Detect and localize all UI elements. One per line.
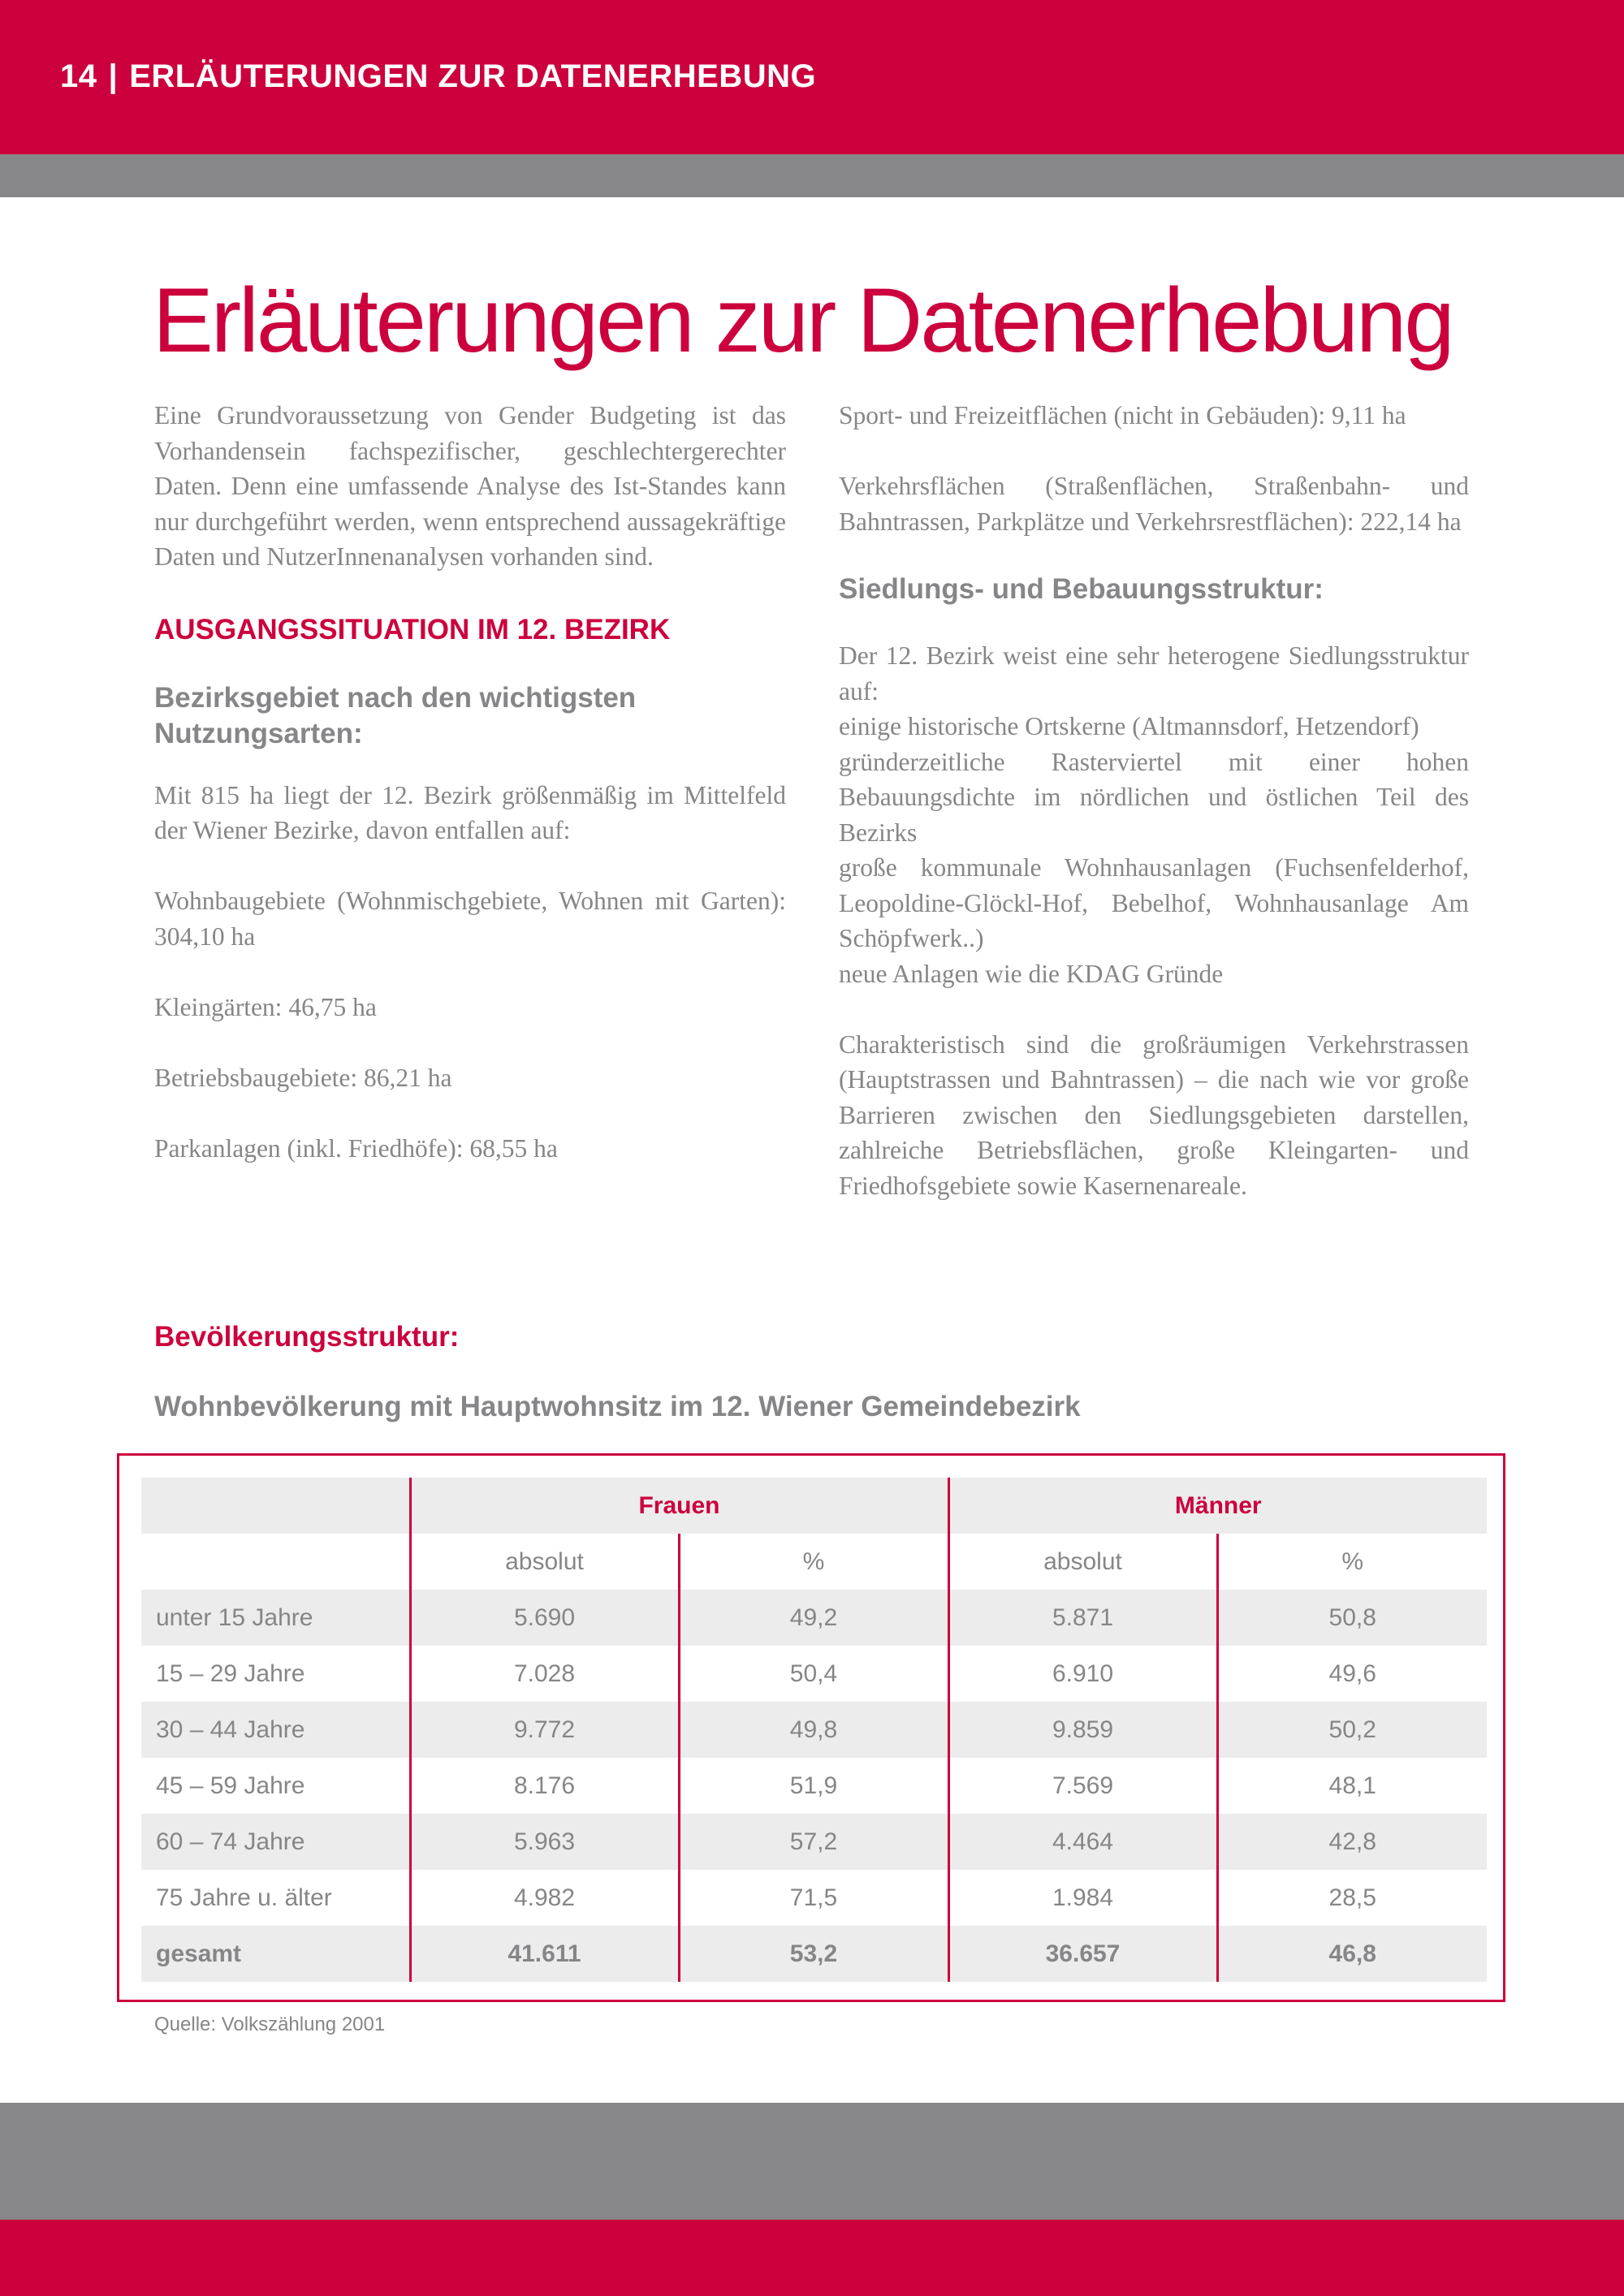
subheader-frauen-absolut: absolut	[410, 1534, 679, 1590]
row-label-total: gesamt	[141, 1926, 410, 1982]
intro-paragraph: Eine Grundvoraussetzung von Gender Budgeting ist das Vorhandensein fachspezifischer, geschlechtergerechter Daten. Denn eine umfassende Analyse des Ist-Standes kann nur durchgeführt werden, wenn entsprechend aussagekräftige Daten und NutzerInnenanalysen vorhanden sind.	[154, 401, 786, 571]
cell-maenner-percent: 49,6	[1217, 1646, 1487, 1702]
settlement-item: neue Anlagen wie die KDAG Gründe	[839, 959, 1224, 988]
subheader-maenner-percent: %	[1217, 1534, 1487, 1590]
cell-maenner-percent: 42,8	[1217, 1814, 1487, 1870]
table-total-row	[141, 1926, 1487, 1982]
table-source: Quelle: Volkszählung 2001	[154, 2013, 386, 2035]
settlement-item: große kommunale Wohnhausanlagen (Fuchsenfelderhof, Leopoldine-Glöckl-Hof, Bebelhof, Wohnhausanlage Am Schöpfwerk..)	[839, 853, 1469, 952]
land-use-allotments: Kleingärten: 46,75 ha	[154, 992, 377, 1021]
row-label: 30 – 44 Jahre	[141, 1702, 410, 1758]
cell-maenner-absolut: 9.859	[948, 1702, 1217, 1758]
table-row	[141, 1590, 1487, 1646]
footer-grey-band	[0, 2103, 1624, 2220]
row-label: 75 Jahre u. älter	[156, 1884, 332, 1911]
settlement-item: einige historische Ortskerne (Altmannsdorf, Hetzendorf)	[839, 712, 1419, 740]
cell-maenner-percent-total: 46,8	[1217, 1926, 1487, 1982]
row-label: 45 – 59 Jahre	[156, 1772, 305, 1799]
land-use-traffic: Verkehrsflächen (Straßenflächen, Straßenbahn- und Bahntrassen, Parkplätze und Verkehrsrestflächen): 222,14 ha	[839, 472, 1469, 536]
left-column	[154, 398, 786, 1166]
table-row	[141, 1870, 1487, 1926]
row-label: 15 – 29 Jahre	[156, 1659, 305, 1687]
table-row	[141, 1814, 1487, 1870]
cell-maenner-absolut: 1.984	[948, 1870, 1217, 1926]
page-number: 14	[60, 58, 97, 94]
land-use-parks: Parkanlagen (inkl. Friedhöfe): 68,55 ha	[154, 1133, 558, 1163]
table-corner-cell	[141, 1478, 410, 1534]
cell-frauen-absolut: 5.690	[410, 1590, 679, 1646]
cell-maenner-absolut: 7.569	[948, 1758, 1217, 1814]
right-column	[839, 398, 1469, 1203]
settlement-item: gründerzeitliche Rasterviertel mit einer hohen Bebauungsdichte im nördlichen und östlichen Teil des Bezirks	[839, 747, 1469, 847]
area-intro-paragraph: Mit 815 ha liegt der 12. Bezirk größenmäßig im Mittelfeld der Wiener Bezirke, davon entfallen auf:	[154, 780, 786, 844]
row-label: 60 – 74 Jahre	[141, 1814, 410, 1870]
table-row	[141, 1758, 1487, 1814]
population-table-frame	[117, 1453, 1505, 2002]
cell-maenner-absolut: 5.871	[948, 1590, 1217, 1646]
table-row	[141, 1702, 1487, 1758]
subheading-land-use: Bezirksgebiet nach den wichtigsten Nutzungsarten:	[154, 681, 637, 749]
cell-frauen-absolut: 5.963	[410, 1814, 679, 1870]
cell-frauen-percent: 57,2	[679, 1814, 948, 1870]
cell-maenner-percent: 48,1	[1217, 1758, 1487, 1814]
cell-maenner-percent: 50,8	[1217, 1590, 1487, 1646]
subheading-settlement: Siedlungs- und Bebauungsstruktur:	[839, 573, 1324, 605]
population-heading: Bevölkerungsstruktur:	[154, 1321, 460, 1353]
group-header-frauen: Frauen	[410, 1478, 948, 1534]
land-use-sport: Sport- und Freizeitflächen (nicht in Gebäuden): 9,11 ha	[839, 401, 1406, 429]
running-header	[60, 58, 816, 95]
subheader-maenner-absolut: absolut	[948, 1534, 1217, 1590]
table-title: Wohnbevölkerung mit Hauptwohnsitz im 12. Wiener Gemeindebezirk	[154, 1391, 1081, 1422]
cell-frauen-percent: 50,4	[679, 1646, 948, 1702]
population-table	[141, 1478, 1487, 1982]
land-use-residential: Wohnbaugebiete (Wohnmischgebiete, Wohnen mit Garten): 304,10 ha	[154, 887, 786, 951]
header-grey-stripe	[0, 154, 1624, 197]
page-title: Erläuterungen zur Datenerhebung	[153, 270, 1453, 371]
cell-frauen-percent: 71,5	[679, 1870, 948, 1926]
cell-frauen-percent: 49,8	[679, 1702, 948, 1758]
cell-frauen-percent-total: 53,2	[679, 1926, 948, 1982]
cell-maenner-absolut: 6.910	[948, 1646, 1217, 1702]
row-label: unter 15 Jahre	[141, 1590, 410, 1646]
footer-red-band	[0, 2220, 1624, 2296]
section-heading: AUSGANGSSITUATION IM 12. BEZIRK	[154, 613, 671, 645]
cell-frauen-absolut: 9.772	[410, 1702, 679, 1758]
cell-maenner-absolut: 4.464	[948, 1814, 1217, 1870]
settlement-intro: Der 12. Bezirk weist eine sehr heterogene Siedlungsstruktur auf:	[839, 641, 1469, 706]
table-subheader-row	[141, 1534, 1487, 1590]
header-separator: |	[108, 58, 119, 94]
cell-maenner-absolut-total: 36.657	[948, 1926, 1217, 1982]
cell-frauen-absolut: 8.176	[410, 1758, 679, 1814]
subheader-frauen-percent: %	[679, 1534, 948, 1590]
header-section-title: ERLÄUTERUNGEN ZUR DATENERHEBUNG	[129, 58, 817, 94]
land-use-business: Betriebsbaugebiete: 86,21 ha	[154, 1063, 452, 1092]
cell-frauen-absolut: 4.982	[410, 1870, 679, 1926]
group-header-maenner: Männer	[948, 1478, 1487, 1534]
table-subheader-empty	[141, 1534, 410, 1590]
cell-frauen-percent: 49,2	[679, 1590, 948, 1646]
cell-frauen-percent: 51,9	[679, 1758, 948, 1814]
cell-frauen-absolut: 7.028	[410, 1646, 679, 1702]
characteristic-paragraph: Charakteristisch sind die großräumigen Verkehrstrassen (Hauptstrassen und Bahntrassen) – die nach wie vor große Barrieren zwischen den Siedlungsgebieten darstellen, zahlreiche Betriebsflächen, große Kleingarten- und Friedhofsgebiete sowie Kasernenareale.	[839, 1029, 1469, 1200]
table-group-header-row	[141, 1478, 1487, 1534]
cell-frauen-absolut-total: 41.611	[410, 1926, 679, 1982]
table-row	[141, 1646, 1487, 1702]
cell-maenner-percent: 28,5	[1217, 1870, 1487, 1926]
cell-maenner-percent: 50,2	[1217, 1702, 1487, 1758]
